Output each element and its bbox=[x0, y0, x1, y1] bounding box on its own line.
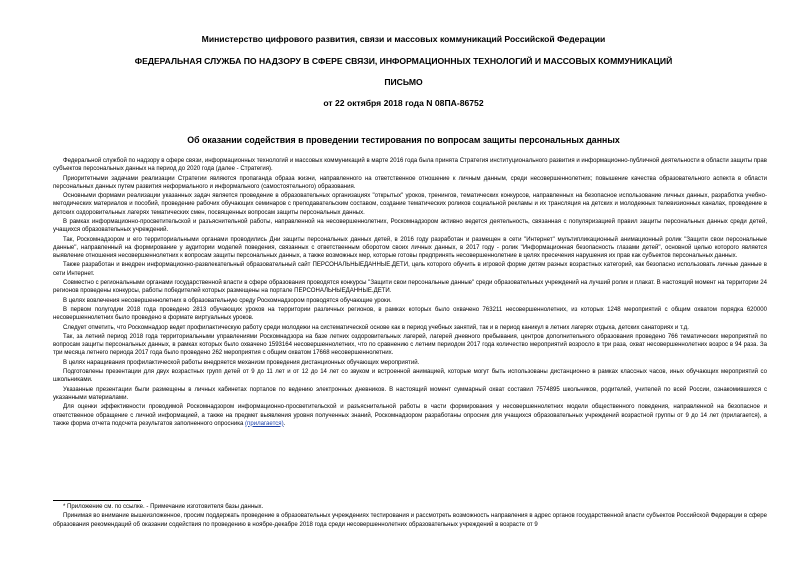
document-body bbox=[53, 157, 767, 429]
paragraph: Следует отметить, что Роскомнадзор ведет профилактическую работу среди молодежи на систематической основе как в период учебных занятий, так и в период каникул в летних лагерях отдыха, детских санаториях и т.д. bbox=[63, 324, 689, 331]
paragraph-end: . bbox=[283, 420, 286, 427]
ministry-name: Министерство цифрового развития, связи и массовых коммуникаций Российской Федерации bbox=[201, 34, 606, 44]
paragraph: Указанные презентации были размещены в личных кабинетах порталов по ведению электронных дневников. В настоящий момент суммарный охват составил 7574895 школьников, родителей, учителей по всей России, ознакомившихся с указанными материалами. bbox=[53, 386, 767, 401]
footnotes bbox=[53, 503, 767, 530]
paragraph: Также разработан и внедрен информационно-развлекательный образовательный сайт ПЕРСОНАЛЬНЫЕДАННЫЕ.ДЕТИ, цель которого обучить в игровой форме детям разных возрастных категорий, как безопасно использовать личные данные в сети Интернет. bbox=[53, 262, 767, 277]
paragraph: В рамках информационно-просветительской и разъяснительной работы, направленной на несовершеннолетних, Роскомнадзором активно ведется деятельность, связанная с популяризацией правил защиты персональных данных среди детей, учащихся образовательных учреждений. bbox=[53, 218, 767, 234]
paragraph: Основными формами реализации указанных задач является проведение в образовательных организациях "открытых" уроков, тренингов, тематических конкурсов, направленных на безопасное использование личных данных, разработка учебно-методических материалов и пособий, проведение рабочих обучающих семинаров с преподавательским составом, создание тематических роликов социальной рекламы и их трансляция на детских и молодежных телевизионных каналах, проведение в детских оздоровительных лагерях тематических смен, посвященных вопросам защиты персональных данных. bbox=[53, 193, 767, 216]
paragraph: Так, за летний период 2018 года территориальными управлениями Роскомнадзора на базе летних оздоровительных лагерей, лагерей дневного пребывания, центров дополнительного образования проведено 766 тематических мероприятий по вопросам защиты персональных данных, в рамках которых было охвачено 1593164 несовершеннолетних, что по сравнению с летним периодом 2017 года количество мероприятий возросло в три раза, охват несовершеннолетних возрос в 94 раза. За три месяца летнего периода 2017 года было проведено 262 мероприятия с общим охватом 17668 несовершеннолетних. bbox=[53, 333, 767, 357]
paragraph: Так, Роскомнадзором и его территориальными органами проводились Дни защиты персональных данных детей, в 2016 году разработан и размещен в сети "Интернет" мультипликационный анимационный ролик "Защити свои персональные данные", направленный на формирование у аудитории моделей поведения, связанных с ответственным оборотом своих личных данных, в 2017 году - ролик "Информационная безопасность глазами детей", основной целью которого является выявление отношения несовершеннолетних к вопросам защиты персональных данных, а также возможных мер, которые готовы предпринять несовершеннолетние в целях пресечения нарушения их прав как субъектов персональных данных. bbox=[53, 236, 767, 259]
paragraph-text: Для оценки эффективности проводимой Роскомнадзором информационно-просветительской и разъяснительной работы в части формирования у несовершеннолетних модели общественного поведения, направленной на безопасное и ответственное обращение с личной информацией, а также на предмет выявления уровня полученных знаний, Роскомнадзором разработаны опросник для учащихся образовательных учреждений возрастной группы от 9 до 14 лет (прилагается), а также форма отчета подсчета результатов заполненного опросника bbox=[53, 404, 767, 427]
paragraph: Совместно с региональными органами государственной власти в сфере образования проводятся конкурсы "Защити свои персональные данные" среди образовательных учреждений на лучший ролик и плакат. В настоящий момент на территории 24 регионов проведены конкурсы, работы победителей которых размещены на портале ПЕРСОНАЛЬНЫЕДАННЫЕ.ДЕТИ. bbox=[53, 279, 767, 295]
document-title: Об оказании содействия в проведении тестирования по вопросам защиты персональных данных bbox=[187, 135, 620, 145]
paragraph-with-link bbox=[53, 403, 767, 428]
paragraph: Подготовлены презентации для двух возрастных групп детей от 9 до 11 лет и от 12 до 14 лет со звуком и встроенной анимацией, которые могут быть использованы дистанционно в рамках классных часов, иных обучающих мероприятий со школьниками. bbox=[53, 369, 767, 384]
attachment-link[interactable]: (прилагается) bbox=[245, 420, 284, 427]
document-date: от 22 октября 2018 года N 08ПА-86752 bbox=[323, 98, 484, 108]
paragraph: В первом полугодии 2018 года проведено 2813 обучающих уроков на территории различных регионов, в рамках которых было охвачено 763211 несовершеннолетних, из которых 1248 мероприятий с общим охватом порядка 620000 несовершеннолетних было проведено в формате виртуальных уроков. bbox=[53, 306, 767, 322]
paragraph: В целях наращивания профилактической работы внедряется механизм проведения дистанционных обучающих мероприятий. bbox=[63, 359, 420, 366]
paragraph: В целях вовлечения несовершеннолетних в образовательную среду Роскомнадзором проводятся обучающие уроки. bbox=[63, 297, 392, 304]
footnote-divider bbox=[53, 500, 141, 501]
document-type: ПИСЬМО bbox=[384, 77, 423, 87]
paragraph: Федеральной службой по надзору в сфере связи, информационных технологий и массовых коммуникаций в марте 2016 года была принята Стратегия институционального развития и информационно-публичной деятельности в области защиты прав субъектов персональных данных на период до 2020 года (далее - Стратегия). bbox=[53, 158, 767, 173]
footnote: * Приложение см. по ссылке. - Примечание изготовителя базы данных. bbox=[63, 504, 264, 510]
service-name: ФЕДЕРАЛЬНАЯ СЛУЖБА ПО НАДЗОРУ В СФЕРЕ СВЯЗИ, ИНФОРМАЦИОННЫХ ТЕХНОЛОГИЙ И МАССОВЫХ КОММУНИКАЦИЙ bbox=[134, 56, 673, 66]
paragraph: Приоритетными задачами реализации Стратегии являются пропаганда образа жизни, направленного на ответственное отношение к личным данным, среди несовершеннолетних; повышение качества образовательного аспекта в области персональных данных путем развития неформального и информального (самостоятельного) образования. bbox=[53, 175, 767, 190]
closing-paragraph: Принимая во внимание вышеизложенное, просим поддержать проведение в образовательных учреждениях тестирования и рассмотреть возможность направления в адрес органов государственной власти субъектов Российской Федерации в сфере образования рекомендаций об оказании содействия по проведению в ноябре-декабре 2018 года среди несовершеннолетних образовательных учреждений в возрасте от 9 bbox=[53, 513, 767, 528]
